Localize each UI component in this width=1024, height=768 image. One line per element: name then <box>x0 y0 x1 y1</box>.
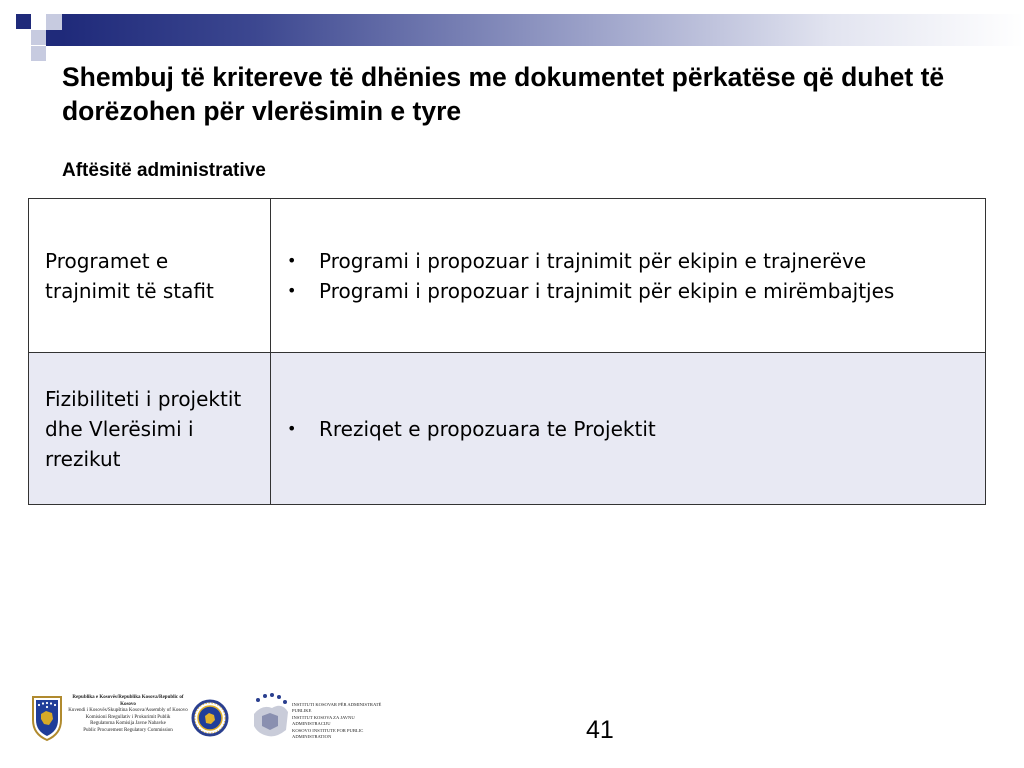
bullet-icon: • <box>287 280 297 300</box>
document-text: Programi i propozuar i trajnimit për ekipin e mirëmbajtjes <box>319 278 895 303</box>
list-item <box>285 246 965 276</box>
institute-line: KOSOVO INSTITUTE FOR PUBLIC ADMINISTRATION <box>292 727 364 740</box>
page-number: 41 <box>586 716 614 744</box>
list-item <box>285 276 965 306</box>
institute-line: INSTITUTI KOSOVAR PËR ADMINISTRATË PUBLIKE <box>292 702 382 714</box>
org-line: Public Procurement Regulatory Commission <box>83 727 173 733</box>
deco-square <box>16 14 31 29</box>
bullet-icon: • <box>287 250 297 270</box>
org-line: Kuvendi i Kosovës/Skupština Kosova/Assembly of Kosovo <box>68 708 188 714</box>
table-row <box>29 353 986 505</box>
footer-logos <box>30 690 380 750</box>
criteria-table <box>28 198 986 505</box>
deco-square <box>46 14 62 30</box>
deco-square <box>31 46 46 61</box>
header-gradient-bar <box>62 14 1024 46</box>
round-seal-icon <box>190 694 230 742</box>
list-item <box>285 414 965 444</box>
table-row <box>29 199 986 353</box>
document-text: Programi i propozuar i trajnimit për ekipin e trajnerëve <box>319 248 867 273</box>
criterion-cell: Programet e trajnimit të stafit <box>29 199 271 353</box>
commission-name-text <box>68 695 188 735</box>
documents-list <box>285 414 965 444</box>
documents-cell <box>271 199 986 353</box>
org-line: Republika e Kosovës/Republika Kosova/Republic of Kosovo <box>72 695 184 707</box>
bullet-icon: • <box>287 418 297 438</box>
institute-name-text <box>292 702 382 740</box>
criterion-cell: Fizibiliteti i projektit dhe Vlerësimi i rrezikut <box>29 353 271 505</box>
document-text: Rreziqet e propozuara te Projektit <box>319 416 656 441</box>
institute-line: INSTITUT KOSOVA ZA JAVNU ADMINISTRACIJU <box>292 714 355 727</box>
institute-logo-icon <box>248 690 294 746</box>
deco-square <box>46 30 62 46</box>
documents-cell <box>271 353 986 505</box>
org-line: Komisioni Rregullativ i Prokurimit Publik <box>85 714 171 720</box>
org-line: Regulatorna Komisija Javne Nabavke <box>90 721 166 727</box>
deco-square <box>31 30 46 45</box>
documents-list <box>285 246 965 306</box>
slide-subtitle: Aftësitë administrative <box>62 160 266 181</box>
kosovo-emblem-icon <box>30 694 64 742</box>
slide-title: Shembuj të kritereve të dhënies me dokumentet përkatëse që duhet të dorëzohen për vlerësimin e tyre <box>62 62 945 126</box>
